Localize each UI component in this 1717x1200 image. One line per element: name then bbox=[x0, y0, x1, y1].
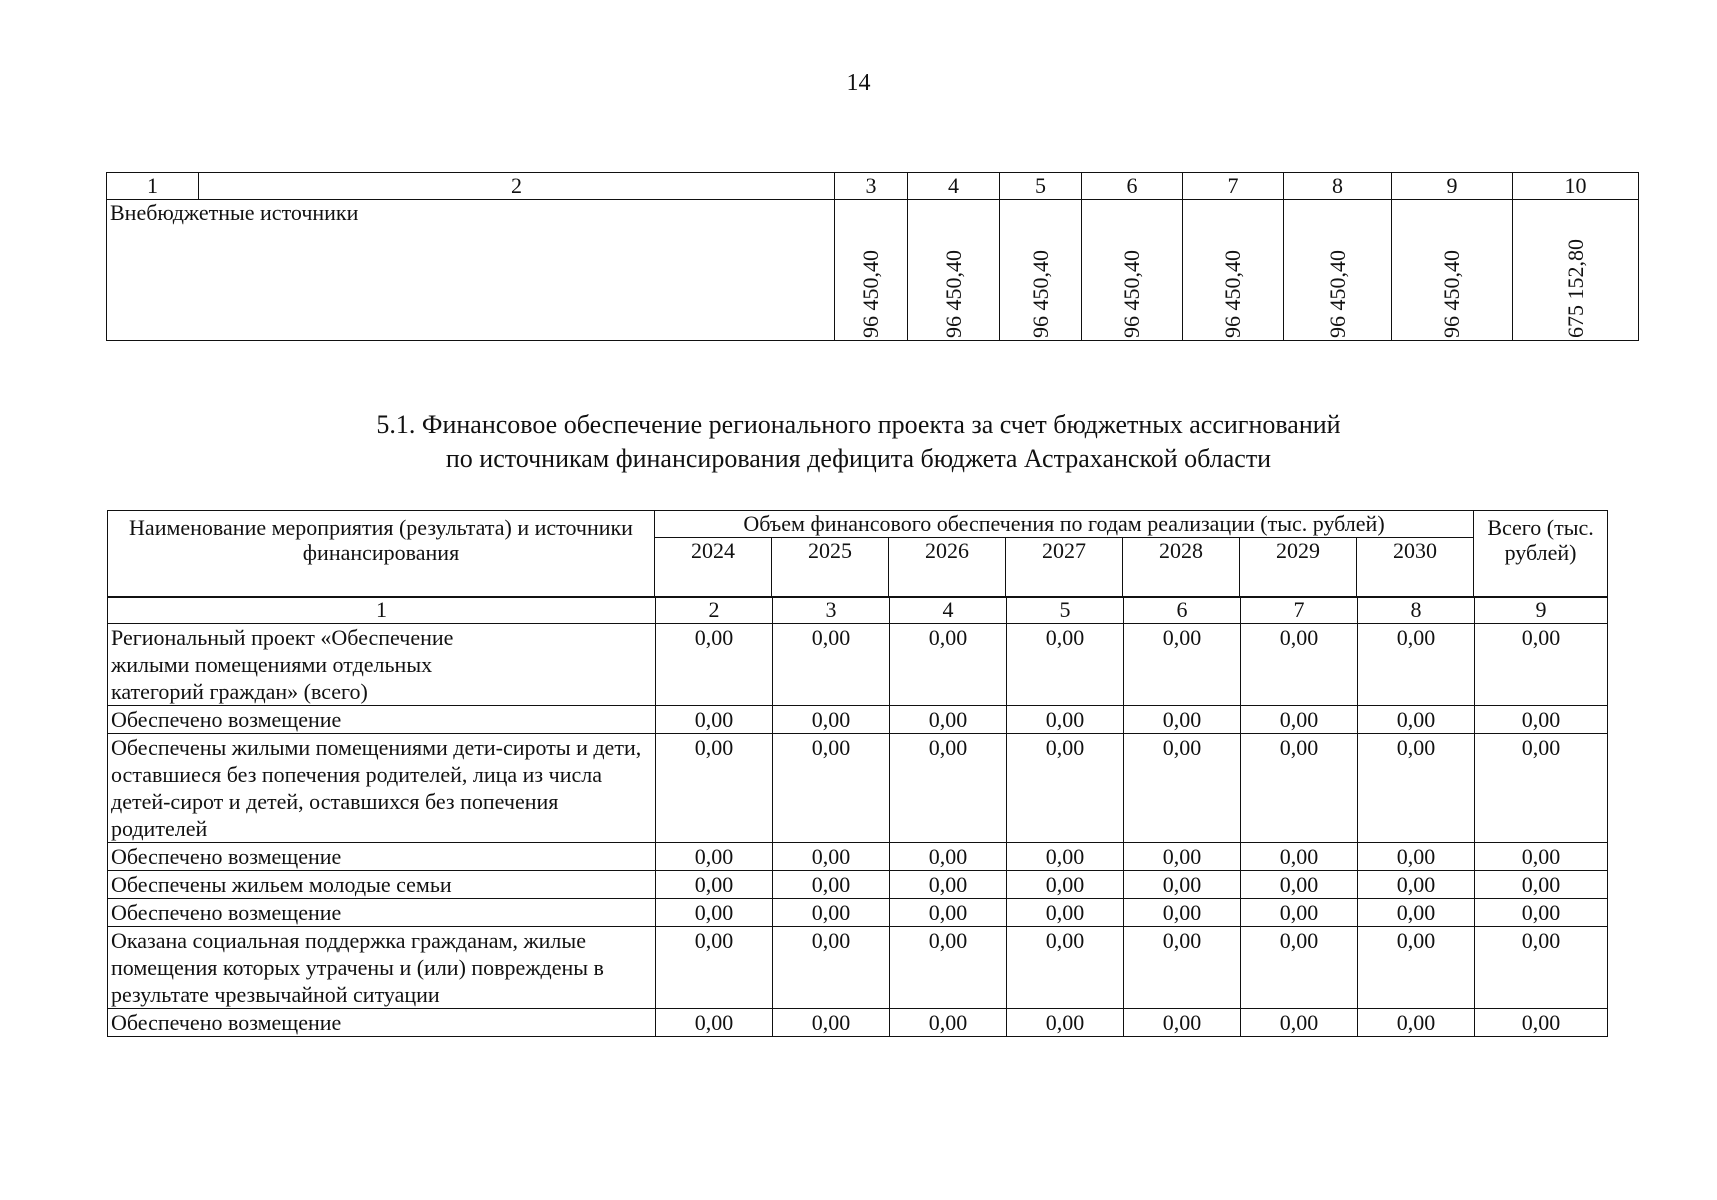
volume-header: Объем финансового обеспечения по годам реализации (тыс. рублей) bbox=[655, 511, 1474, 538]
table-row bbox=[108, 871, 1608, 899]
value-cell: 0,00 bbox=[890, 1009, 1007, 1037]
value-cell: 0,00 bbox=[1124, 734, 1241, 843]
table1-header-cell: 9 bbox=[1392, 173, 1513, 200]
total-cell: 0,00 bbox=[1475, 624, 1608, 706]
value-cell: 0,00 bbox=[773, 899, 890, 927]
total-cell: 0,00 bbox=[1475, 927, 1608, 1009]
row-label: Обеспечено возмещение bbox=[108, 899, 656, 927]
value-cell: 0,00 bbox=[1124, 899, 1241, 927]
table1-row bbox=[107, 200, 1639, 341]
year-header: 2028 bbox=[1123, 538, 1240, 598]
value-cell: 0,00 bbox=[1007, 1009, 1124, 1037]
value-cell: 0,00 bbox=[1241, 899, 1358, 927]
value-cell: 0,00 bbox=[1241, 706, 1358, 734]
value-cell: 0,00 bbox=[1241, 871, 1358, 899]
value-text: 96 450,40 bbox=[1220, 250, 1245, 338]
row-label: Обеспечено возмещение bbox=[108, 706, 656, 734]
value-cell: 0,00 bbox=[656, 706, 773, 734]
row-label: Внебюджетные источники bbox=[107, 200, 835, 341]
row-label: Обеспечено возмещение bbox=[108, 843, 656, 871]
value-cell: 0,00 bbox=[1358, 927, 1475, 1009]
value-cell: 0,00 bbox=[1241, 624, 1358, 706]
value-cell: 0,00 bbox=[890, 899, 1007, 927]
value-cell: 0,00 bbox=[656, 624, 773, 706]
value-cell: 0,00 bbox=[1007, 899, 1124, 927]
index-cell: 6 bbox=[1124, 597, 1241, 624]
name-header: Наименование мероприятия (результата) и источники финансирования bbox=[108, 511, 655, 598]
total-cell: 0,00 bbox=[1475, 899, 1608, 927]
index-cell: 8 bbox=[1358, 597, 1475, 624]
value-cell: 0,00 bbox=[1241, 843, 1358, 871]
value-cell: 0,00 bbox=[1007, 706, 1124, 734]
index-cell: 2 bbox=[656, 597, 773, 624]
value-cell: 0,00 bbox=[890, 927, 1007, 1009]
value-cell: 0,00 bbox=[890, 843, 1007, 871]
value-cell bbox=[1000, 200, 1082, 341]
index-cell: 4 bbox=[890, 597, 1007, 624]
value-cell: 0,00 bbox=[1358, 624, 1475, 706]
heading-line-1: 5.1. Финансовое обеспечение регионального проекта за счет бюджетных ассигнований bbox=[376, 410, 1341, 439]
value-cell bbox=[835, 200, 908, 341]
value-cell: 0,00 bbox=[890, 871, 1007, 899]
year-header: 2027 bbox=[1006, 538, 1123, 598]
value-cell: 0,00 bbox=[1358, 899, 1475, 927]
table-row bbox=[108, 927, 1608, 1009]
value-cell: 0,00 bbox=[773, 706, 890, 734]
value-cell bbox=[1183, 200, 1284, 341]
page-number: 14 bbox=[846, 70, 871, 96]
row-label: Обеспечено возмещение bbox=[108, 1009, 656, 1037]
value-cell: 0,00 bbox=[656, 1009, 773, 1037]
extrabudgetary-table bbox=[106, 172, 1639, 341]
row-label: Региональный проект «Обеспечение жилыми помещениями отдельных категорий граждан» (всего) bbox=[108, 624, 656, 706]
year-header: 2024 bbox=[655, 538, 772, 598]
value-cell: 0,00 bbox=[1007, 734, 1124, 843]
value-cell: 0,00 bbox=[1241, 927, 1358, 1009]
value-cell: 0,00 bbox=[1241, 734, 1358, 843]
row-label: Обеспечены жильем молодые семьи bbox=[108, 871, 656, 899]
total-cell: 0,00 bbox=[1475, 843, 1608, 871]
index-cell: 7 bbox=[1241, 597, 1358, 624]
value-cell: 0,00 bbox=[1007, 871, 1124, 899]
value-cell: 0,00 bbox=[656, 843, 773, 871]
value-cell bbox=[1284, 200, 1392, 341]
table1-header-cell: 6 bbox=[1082, 173, 1183, 200]
table-row bbox=[108, 706, 1608, 734]
row-label: Обеспечены жилыми помещениями дети-сироты и дети, оставшиеся без попечения родителей, лица из числа детей-сирот и детей, оставшихся без попечения родителей bbox=[108, 734, 656, 843]
header-row-1 bbox=[108, 511, 1608, 538]
value-text: 96 450,40 bbox=[1324, 250, 1350, 338]
value-cell: 0,00 bbox=[1124, 706, 1241, 734]
table-row bbox=[108, 843, 1608, 871]
heading-line-2: по источникам финансирования дефицита бюджета Астраханской области bbox=[445, 444, 1272, 473]
value-cell: 0,00 bbox=[656, 871, 773, 899]
value-text: 96 450,40 bbox=[1027, 250, 1053, 338]
total-cell: 0,00 bbox=[1475, 734, 1608, 843]
value-cell: 0,00 bbox=[890, 624, 1007, 706]
value-text: 96 450,40 bbox=[1119, 250, 1144, 338]
index-row bbox=[108, 597, 1608, 624]
value-cell: 0,00 bbox=[773, 871, 890, 899]
value-cell: 0,00 bbox=[1358, 1009, 1475, 1037]
year-header: 2026 bbox=[889, 538, 1006, 598]
table1-header-cell: 3 bbox=[835, 173, 908, 200]
year-header: 2029 bbox=[1240, 538, 1357, 598]
total-header: Всего (тыс. рублей) bbox=[1474, 511, 1608, 598]
value-text: 96 450,40 bbox=[940, 250, 966, 338]
value-cell: 0,00 bbox=[773, 1009, 890, 1037]
value-cell bbox=[1392, 200, 1513, 341]
table1-header-row bbox=[107, 173, 1639, 200]
value-cell bbox=[908, 200, 1000, 341]
value-cell: 0,00 bbox=[773, 843, 890, 871]
value-text: 96 450,40 bbox=[1439, 250, 1464, 338]
table1-header-cell: 10 bbox=[1513, 173, 1639, 200]
table1-header-cell: 7 bbox=[1183, 173, 1284, 200]
table1-header-cell: 8 bbox=[1284, 173, 1392, 200]
year-header: 2025 bbox=[772, 538, 889, 598]
total-cell bbox=[1513, 200, 1639, 341]
value-cell: 0,00 bbox=[656, 734, 773, 843]
value-cell: 0,00 bbox=[1124, 624, 1241, 706]
index-cell: 5 bbox=[1007, 597, 1124, 624]
value-cell: 0,00 bbox=[890, 734, 1007, 843]
table-row bbox=[108, 1009, 1608, 1037]
total-cell: 0,00 bbox=[1475, 706, 1608, 734]
table1-header-cell: 4 bbox=[908, 173, 1000, 200]
value-cell: 0,00 bbox=[1124, 843, 1241, 871]
value-cell: 0,00 bbox=[1358, 843, 1475, 871]
value-text: 96 450,40 bbox=[858, 250, 883, 338]
value-cell: 0,00 bbox=[1007, 843, 1124, 871]
table1-header-cell: 5 bbox=[1000, 173, 1082, 200]
financing-table bbox=[107, 596, 1608, 1037]
total-cell: 0,00 bbox=[1475, 871, 1608, 899]
index-cell: 3 bbox=[773, 597, 890, 624]
value-cell: 0,00 bbox=[1241, 1009, 1358, 1037]
value-cell: 0,00 bbox=[1007, 624, 1124, 706]
value-cell: 0,00 bbox=[773, 734, 890, 843]
row-label: Оказана социальная поддержка гражданам, жилые помещения которых утрачены и (или) повреждены в результате чрезвычайной ситуации bbox=[108, 927, 656, 1009]
value-cell: 0,00 bbox=[890, 706, 1007, 734]
table-row bbox=[108, 624, 1608, 706]
value-cell: 0,00 bbox=[656, 899, 773, 927]
year-header: 2030 bbox=[1357, 538, 1474, 598]
value-cell: 0,00 bbox=[1124, 927, 1241, 1009]
value-cell: 0,00 bbox=[1358, 734, 1475, 843]
table1-header-cell: 1 bbox=[107, 173, 199, 200]
value-cell: 0,00 bbox=[1358, 871, 1475, 899]
value-cell bbox=[1082, 200, 1183, 341]
table-row bbox=[108, 899, 1608, 927]
value-cell: 0,00 bbox=[773, 927, 890, 1009]
value-cell: 0,00 bbox=[656, 927, 773, 1009]
index-cell: 9 bbox=[1475, 597, 1608, 624]
value-cell: 0,00 bbox=[773, 624, 890, 706]
table-row bbox=[108, 734, 1608, 843]
financing-table-header bbox=[107, 510, 1608, 598]
value-cell: 0,00 bbox=[1007, 927, 1124, 1009]
value-cell: 0,00 bbox=[1358, 706, 1475, 734]
value-cell: 0,00 bbox=[1124, 1009, 1241, 1037]
total-text: 675 152,80 bbox=[1562, 239, 1588, 338]
value-cell: 0,00 bbox=[1124, 871, 1241, 899]
index-cell: 1 bbox=[108, 597, 656, 624]
total-cell: 0,00 bbox=[1475, 1009, 1608, 1037]
section-heading bbox=[0, 408, 1717, 476]
table1-header-cell: 2 bbox=[199, 173, 835, 200]
